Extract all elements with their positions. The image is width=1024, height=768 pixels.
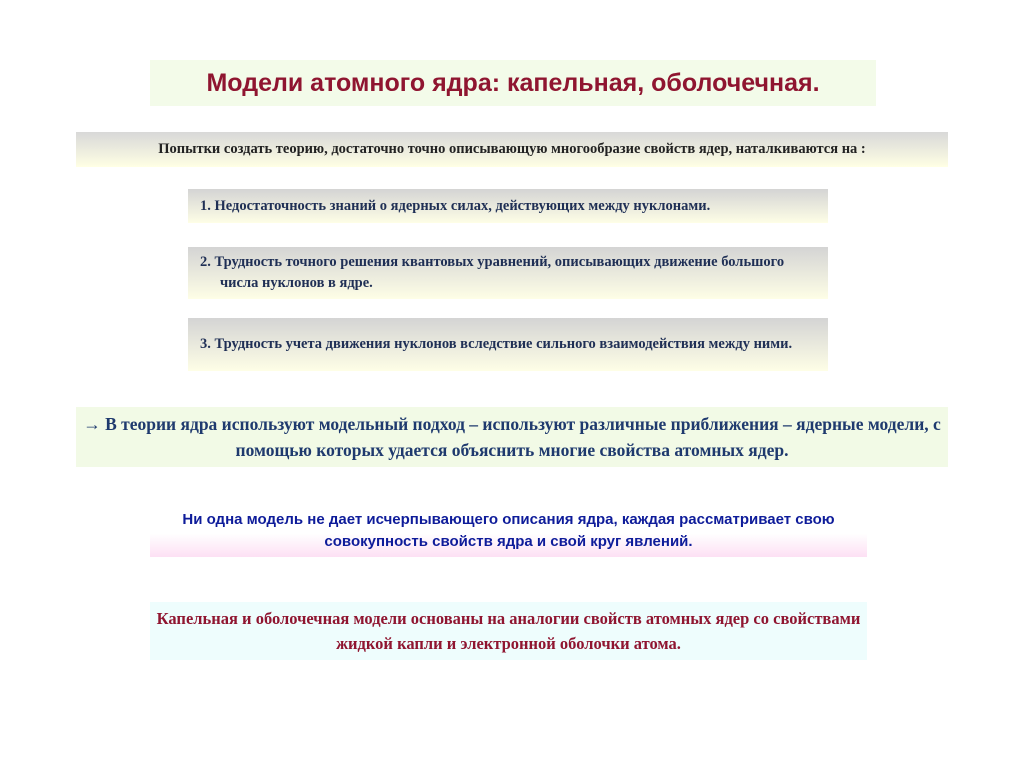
no-single-model-box: [150, 505, 867, 557]
difficulty-text-2: 2. Трудность точного решения квантовых уравнений, описывающих движение большого числа нуклонов в ядре.: [200, 254, 785, 291]
intro-text: Попытки создать теорию, достаточно точно описывающую многообразие свойств ядер, наталкиваются на :: [158, 141, 866, 157]
difficulty-item-3: [188, 318, 828, 371]
model-approach-box: [76, 407, 948, 467]
intro-box: [76, 132, 948, 167]
difficulty-item-1: [188, 189, 828, 223]
no-single-model-text: Ни одна модель не дает исчерпывающего описания ядра, каждая рассматривает свою совокупность свойств ядра и свой круг явлений.: [182, 511, 835, 550]
analogy-text: Капельная и оболочечная модели основаны на аналогии свойств атомных ядер со свойствами жидкой капли и электронной оболочки атома.: [156, 609, 861, 653]
analogy-box: [150, 602, 867, 660]
difficulty-text-1: 1. Недостаточность знаний о ядерных силах, действующих между нуклонами.: [200, 197, 711, 214]
difficulty-item-2: [188, 247, 828, 299]
title-box: [150, 60, 876, 106]
difficulty-text-3: 3. Трудность учета движения нуклонов вследствие сильного взаимодействия между ними.: [200, 336, 793, 352]
model-approach-text: → В теории ядра используют модельный подход – используют различные приближения – ядерные модели, с помощью которых удается объяснить многие свойства атомных ядер.: [83, 414, 941, 460]
slide-title: Модели атомного ядра: капельная, оболочечная.: [206, 68, 820, 97]
